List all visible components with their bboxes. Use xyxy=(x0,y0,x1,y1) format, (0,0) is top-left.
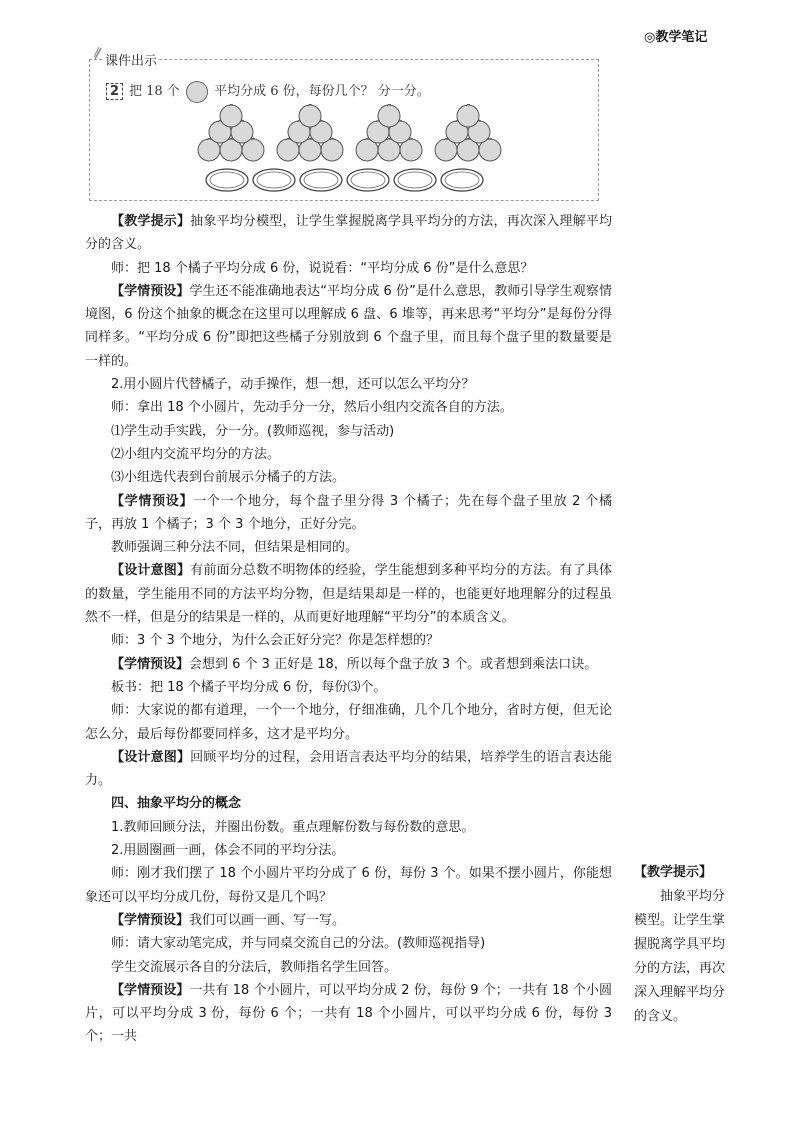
paragraph xyxy=(85,816,612,839)
paragraph xyxy=(85,979,612,1049)
paragraph xyxy=(85,932,612,955)
plate-3 xyxy=(300,169,342,191)
paragraph-text: 师：拿出 18 个小圆片，先动手分一分，然后小组内交流各自的方法。 xyxy=(111,400,513,416)
paragraph-text: 一个一个地分，每个盘子里分得 3 个橘子；先在每个盘子里放 2 个橘子，再放 1 个橘子；3 个 3 个地分，正好分完。 xyxy=(85,493,612,532)
section-heading-text: 四、抽象平均分的概念 xyxy=(111,796,242,812)
paragraph-text: 师：把 18 个橘子平均分成 6 份，说说看：“平均分成 6 份”是什么意思？ xyxy=(111,260,534,276)
paragraph-text: 教师强调三种分法不同，但结果是相同的。 xyxy=(111,540,359,556)
paragraph-text: ⑴学生动手实践，分一分。(教师巡视，参与活动) xyxy=(111,423,395,439)
section-heading xyxy=(85,792,612,815)
paragraph-text: 师：大家说的都有道理，一个一个地分，仔细准确，几个几个地分，省时方便，但无论怎么分，最后每份都要同样多，这才是平均分。 xyxy=(85,703,612,742)
paragraph-text: 师：请大家动笔完成，并与同桌交流自己的分法。(教师巡视指导) xyxy=(111,936,486,952)
paragraph xyxy=(85,373,612,396)
paragraph-text: ⑶小组选代表到台前展示分橘子的方法。 xyxy=(111,470,346,486)
problem-statement xyxy=(106,80,430,103)
paragraph xyxy=(85,956,612,979)
teaching-notes-label: ◎教学笔记 xyxy=(644,30,708,45)
paragraph xyxy=(85,466,612,489)
paragraph xyxy=(85,653,612,676)
pencil-icon xyxy=(93,46,103,60)
margin-note-text: 抽象平均分模型。让学生掌握脱离学具平均分的方法，再次深入理解平均分的含义。 xyxy=(634,889,726,1024)
paragraph xyxy=(85,629,612,652)
paragraph xyxy=(85,210,612,257)
plate-5 xyxy=(394,169,436,191)
paragraph xyxy=(85,746,612,793)
courseware-title: 课件出示 xyxy=(103,50,159,69)
paragraph xyxy=(85,396,612,419)
paragraph-tag: 【学情预设】 xyxy=(111,493,194,509)
paragraph-tag: 【学情预设】 xyxy=(111,656,190,672)
paragraph xyxy=(85,559,612,629)
plate-4 xyxy=(347,169,389,191)
orange-pile-4 xyxy=(435,104,501,161)
lesson-body xyxy=(85,210,612,1049)
paragraph xyxy=(85,420,612,443)
paragraph-text: 有前面分总数不明物体的经验，学生能想到多种平均分的方法。有了具体的数量，学生能用不同的方法平均分物，但是结果却是一样的，也能更好地理解分的过程虽然不一样，但是分的结果是一样的，从而更好地理解“平均分”的本质含义。 xyxy=(85,563,612,626)
orange-pile-3 xyxy=(356,104,422,161)
plate-1 xyxy=(206,169,248,191)
paragraph-tag: 【学情预设】 xyxy=(111,912,190,928)
paragraph xyxy=(85,536,612,559)
paragraph-tag: 【学情预设】 xyxy=(111,982,190,998)
margin-note xyxy=(634,861,734,1029)
paragraph-text: 我们可以画一画、写一写。 xyxy=(189,912,346,928)
paragraph xyxy=(85,909,612,932)
paragraph xyxy=(85,257,612,280)
paragraph-text: ⑵小组内交流平均分的方法。 xyxy=(111,446,281,462)
paragraph-text: 学生还不能准确地表达“平均分成 6 份”是什么意思，教师引导学生观察情境图，6 份这个抽象的概念在这里可以理解成 6 盘、6 堆等，再来思考“平均分”是每份分得同样多。“平均分成 6 份”即把这些橘子分别放到 6 个盘子里，而且每个盘子里的数量要是一样的。 xyxy=(85,283,612,369)
orange-icon xyxy=(186,81,208,103)
paragraph-tag: 【设计意图】 xyxy=(111,563,191,579)
problem-text-2: 平均分成 6 份，每份几个？ 分一分。 xyxy=(214,84,430,99)
orange-pile-1 xyxy=(198,104,264,161)
paragraph-tag: 【学情预设】 xyxy=(111,283,190,299)
orange-pile-2 xyxy=(277,104,343,161)
paragraph xyxy=(85,862,612,909)
paragraph-text: 板书：把 18 个橘子平均分成 6 份，每份⑶个。 xyxy=(111,679,387,695)
paragraph xyxy=(85,699,612,746)
paragraph-text: 会想到 6 个 3 正好是 18，所以每个盘子放 3 个。或者想到乘法口诀。 xyxy=(189,656,598,672)
paragraph-text: 抽象平均分模型，让学生掌握脱离学具平均分的方法，再次深入理解平均分的含义。 xyxy=(85,214,612,253)
paragraph xyxy=(85,676,612,699)
problem-text-1: 把 18 个 xyxy=(129,84,180,99)
plate-2 xyxy=(253,169,295,191)
paragraph xyxy=(85,443,612,466)
paragraph xyxy=(85,839,612,862)
paragraph-tag: 【教学提示】 xyxy=(111,214,191,229)
margin-note-title: 【教学提示】 xyxy=(634,865,713,880)
oranges-and-plates-illustration xyxy=(195,104,505,196)
paragraph-text: 回顾平均分的过程，会用语言表达平均分的结果，培养学生的语言表达能力。 xyxy=(85,749,612,789)
paragraph xyxy=(85,490,612,537)
paragraph-text: 1.教师回顾分法，并圈出份数。重点理解份数与每份数的意思。 xyxy=(111,819,475,835)
paragraph-text: 一共有 18 个小圆片，可以平均分成 2 份，每份 9 个；一共有 18 个小圆片，可以平均分成 3 份，每份 6 个；一共有 18 个小圆片，可以平均分成 6 份，每份 3 个；一共 xyxy=(85,982,612,1045)
paragraph-text: 2.用圆圈画一画，体会不同的平均分法。 xyxy=(111,843,345,859)
problem-number: 2 xyxy=(106,83,123,100)
paragraph xyxy=(85,280,612,373)
plate-6 xyxy=(441,169,483,191)
paragraph-text: 学生交流展示各自的分法后，教师指名学生回答。 xyxy=(111,959,398,975)
paragraph-tag: 【设计意图】 xyxy=(111,749,191,765)
paragraph-text: 2.用小圆片代替橘子，动手操作，想一想，还可以怎么平均分？ xyxy=(111,377,475,393)
paragraph-text: 师：刚才我们摆了 18 个小圆片平均分成了 6 份，每份 3 个。如果不摆小圆片，你能想象还可以平均分成几份，每份又是几个吗？ xyxy=(85,866,612,905)
paragraph-text: 师：3 个 3 个地分，为什么会正好分完？你是怎样想的？ xyxy=(111,633,439,649)
